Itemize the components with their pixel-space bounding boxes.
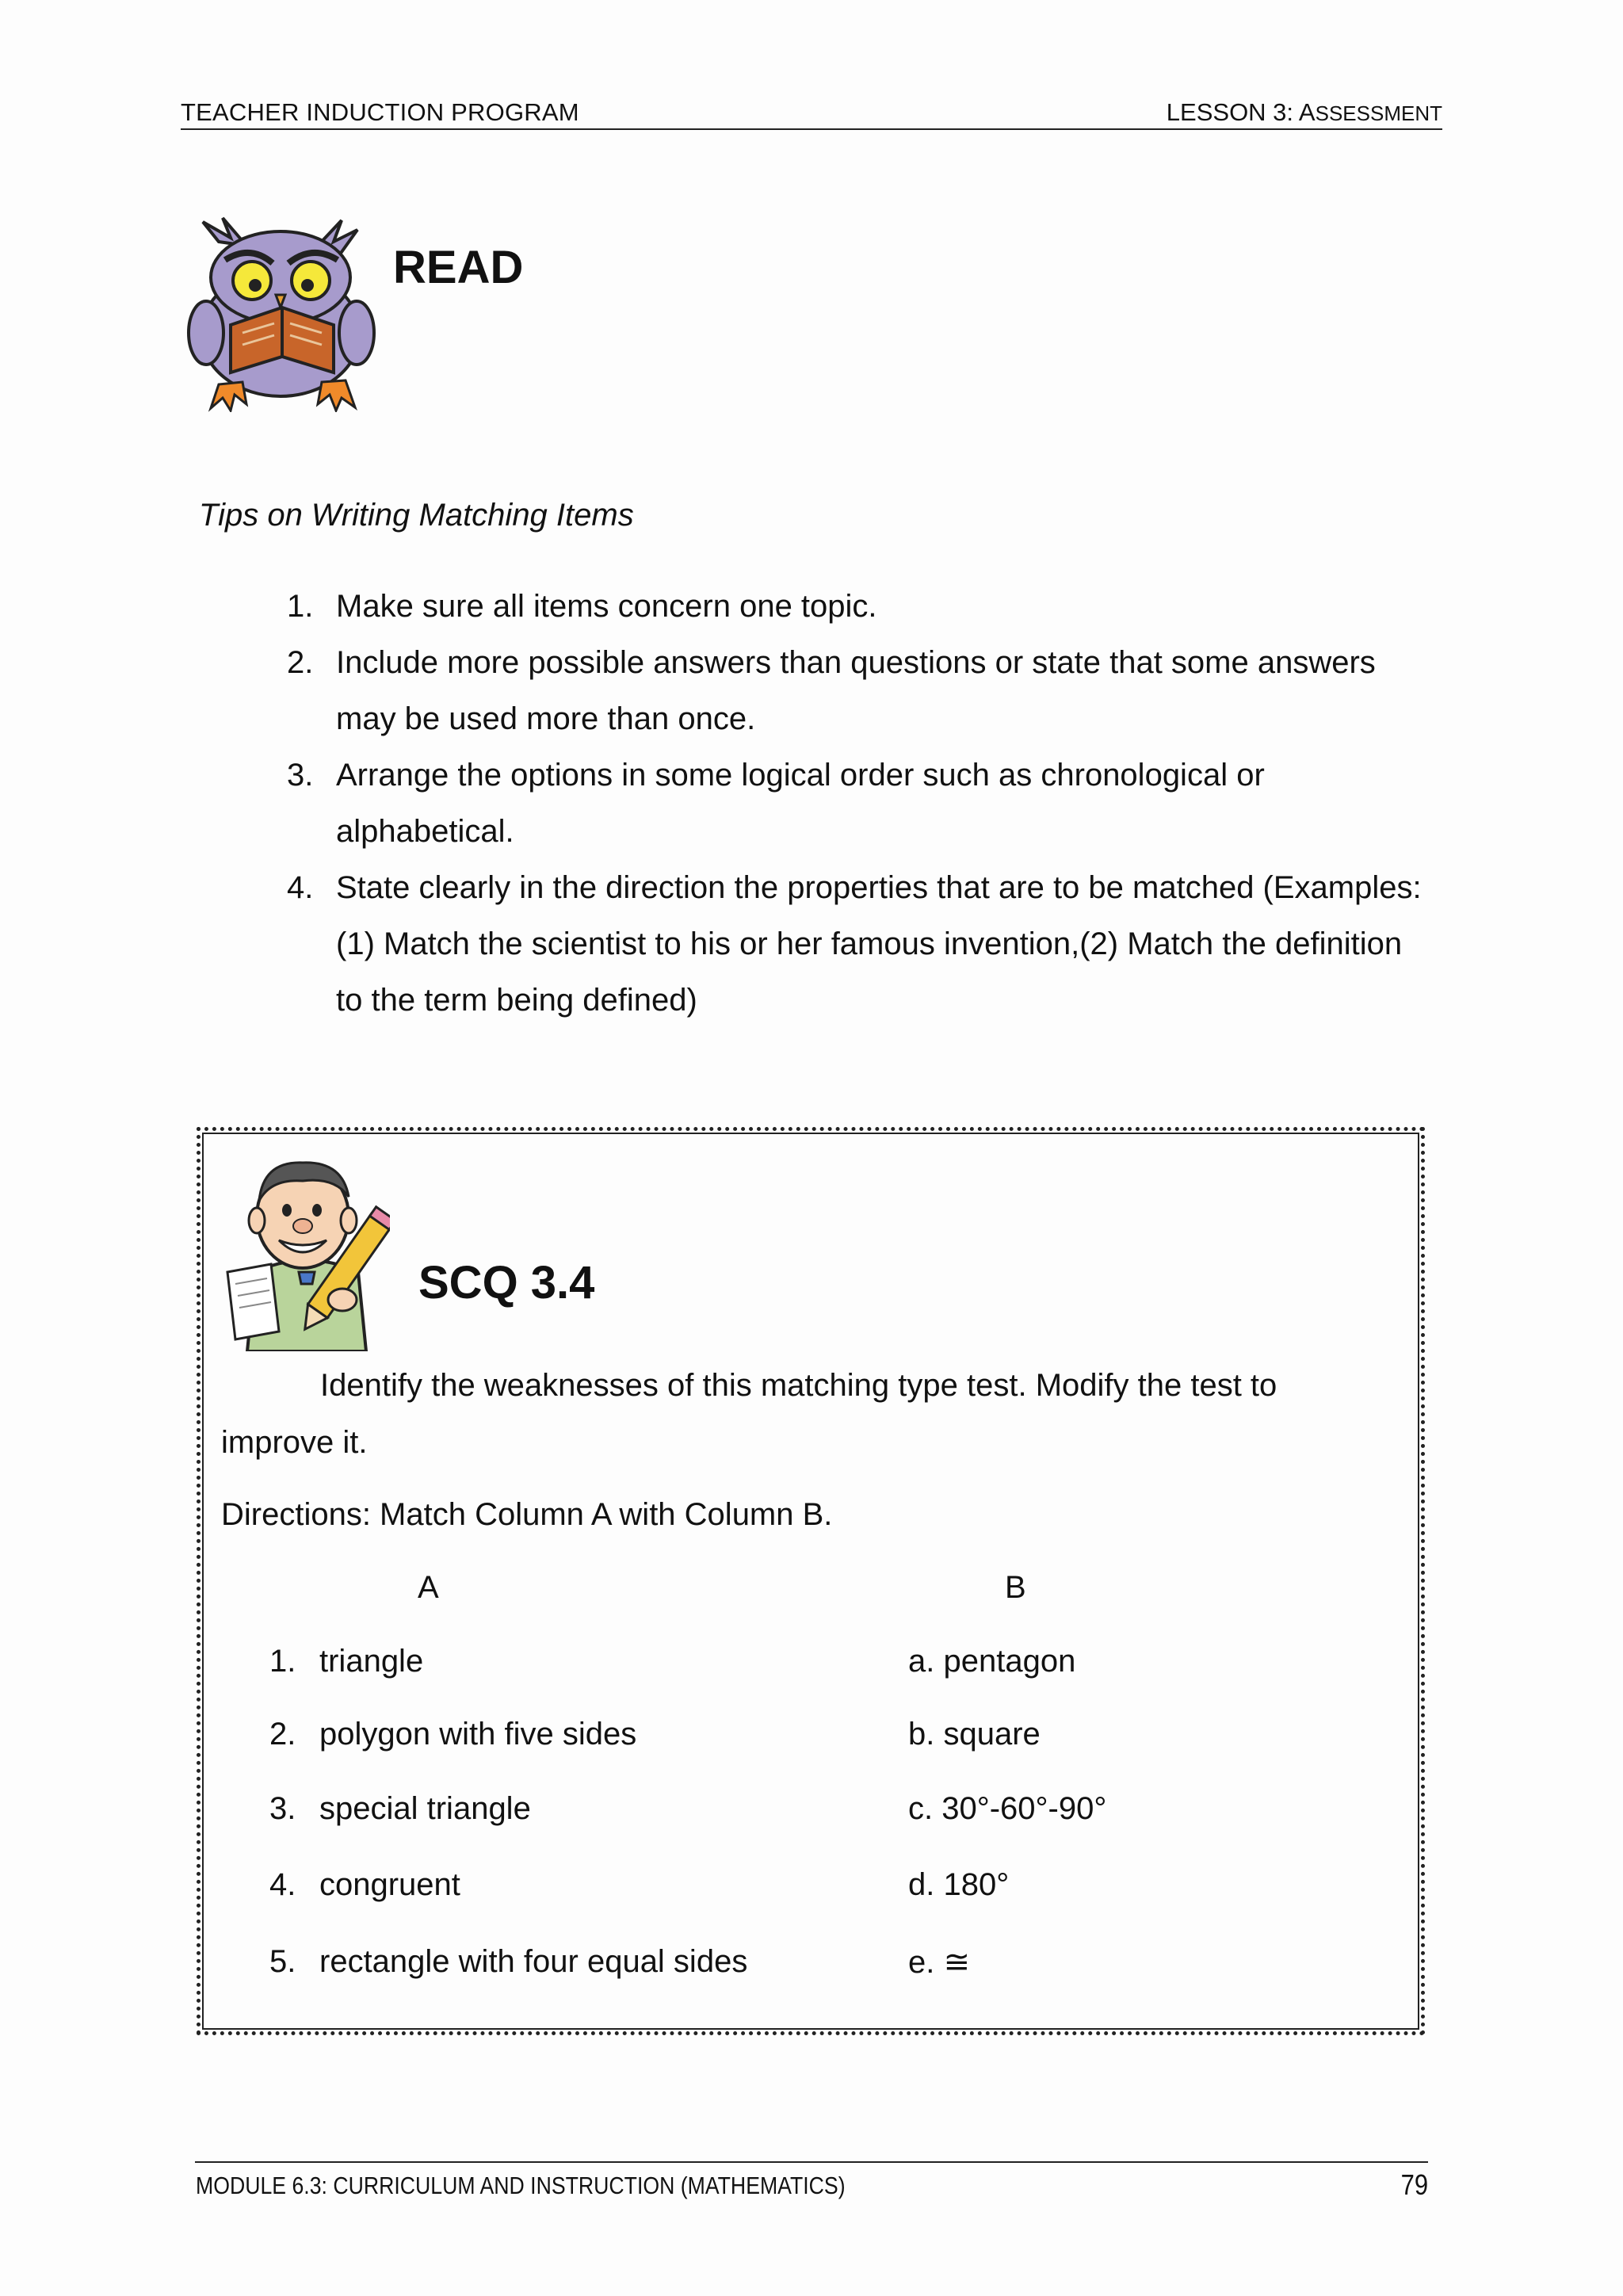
- tip-text: Arrange the options in some logical order such as chronological or alphabetical.: [336, 758, 1265, 849]
- item-number: 2.: [269, 1717, 296, 1752]
- tip-number: 3.: [287, 758, 314, 793]
- tip-item: [277, 579, 1426, 635]
- item-number: 5.: [269, 1944, 296, 1979]
- teacher-with-pencil-icon: [223, 1153, 390, 1351]
- item-text: special triangle: [319, 1791, 531, 1826]
- page-number: 79: [1400, 2168, 1428, 2201]
- tip-number: 1.: [287, 589, 314, 624]
- column-a-item: [269, 1867, 460, 1903]
- tip-number: 2.: [287, 645, 314, 680]
- scq-heading: SCQ 3.4: [418, 1257, 595, 1308]
- tip-text: State clearly in the direction the properties that are to be matched (Examples: (1) Match the scientist to his or her famous invention,(2) Match the definition to the term being defined): [336, 870, 1422, 1018]
- header-program-title: TEACHER INDUCTION PROGRAM: [181, 98, 579, 126]
- column-b-item: e. ≅: [908, 1945, 970, 1980]
- header-lesson-title: [1167, 98, 1442, 127]
- owl-reading-book-icon: [187, 214, 377, 412]
- header-lesson-main: LESSON 3: A: [1166, 98, 1316, 126]
- column-a-item: [269, 1717, 636, 1752]
- scq-instruction-line2: improve it.: [221, 1425, 368, 1460]
- scq-instruction-line1: Identify the weaknesses of this matching type test. Modify the test to: [320, 1368, 1277, 1403]
- column-a-header: A: [418, 1570, 439, 1605]
- column-b-item: d. 180°: [908, 1867, 1010, 1902]
- column-a-item: [269, 1944, 747, 1980]
- header-lesson-smallcaps: SSESSMENT: [1315, 101, 1442, 125]
- tip-number: 4.: [287, 870, 314, 905]
- column-a-item: [269, 1644, 423, 1679]
- column-b-item: a. pentagon: [908, 1644, 1076, 1679]
- column-b-item: b. square: [908, 1717, 1041, 1752]
- tip-item: [277, 860, 1426, 1029]
- tip-text: Include more possible answers than questions or state that some answers may be used more than once.: [336, 645, 1376, 736]
- item-text: rectangle with four equal sides: [319, 1944, 748, 1979]
- tip-item: [277, 635, 1426, 747]
- scq-directions: Directions: Match Column A with Column B.: [221, 1497, 833, 1532]
- tip-item: [277, 747, 1426, 860]
- read-heading: READ: [393, 242, 524, 293]
- column-a-item: [269, 1791, 531, 1827]
- column-b-header: B: [1005, 1570, 1026, 1605]
- item-number: 3.: [269, 1791, 296, 1826]
- item-text: congruent: [319, 1867, 460, 1902]
- tip-text: Make sure all items concern one topic.: [336, 589, 877, 624]
- item-text: polygon with five sides: [319, 1717, 637, 1752]
- header-divider: [181, 128, 1442, 130]
- footer-divider: [195, 2161, 1428, 2163]
- item-text: triangle: [319, 1644, 424, 1679]
- column-b-item: c. 30°-60°-90°: [908, 1791, 1107, 1826]
- tips-subheading: Tips on Writing Matching Items: [199, 498, 634, 533]
- footer-module-title: MODULE 6.3: CURRICULUM AND INSTRUCTION (MATHEMATICS): [196, 2172, 846, 2199]
- item-number: 1.: [269, 1644, 296, 1679]
- item-number: 4.: [269, 1867, 296, 1902]
- tips-list: [277, 579, 1426, 1029]
